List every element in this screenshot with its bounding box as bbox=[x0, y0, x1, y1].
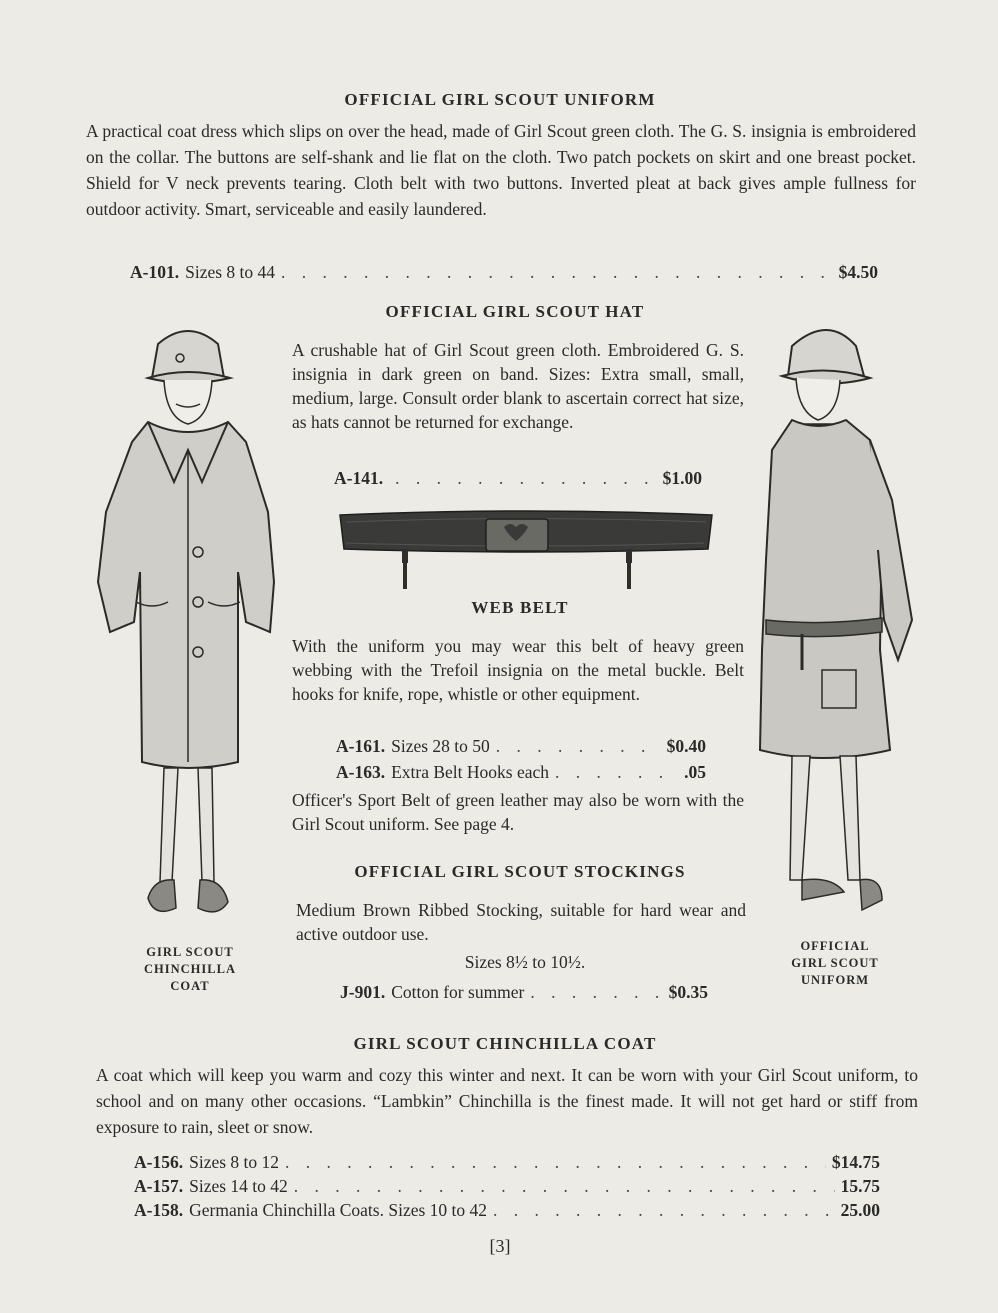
item-desc: Extra Belt Hooks each bbox=[391, 762, 550, 782]
leader-dots bbox=[555, 760, 678, 784]
coat-item-a156 bbox=[134, 1150, 880, 1174]
uniform-description: A practical coat dress which slips on over the head, made of Girl Scout green cloth. The G. S. insignia is embroidered on the collar. The buttons are self-shank and lie flat on the cloth. Two patch pockets on skirt and one breast pocket. Shield for V neck prevents tearing. Cloth belt with two buttons. Inverted pleat at back gives ample fullness for outdoor activity. Smart, serviceable and easily laundered. bbox=[86, 121, 916, 219]
leader-dots bbox=[530, 980, 662, 1004]
coat-heading: GIRL SCOUT CHINCHILLA COAT bbox=[353, 1034, 657, 1053]
caption-line: UNIFORM bbox=[800, 973, 870, 987]
item-code: A-157. bbox=[134, 1176, 184, 1196]
stockings-description: Medium Brown Ribbed Stocking, suitable for hard wear and active outdoor use. bbox=[296, 900, 746, 944]
caption-line: CHINCHILLA bbox=[144, 962, 236, 976]
item-price: $4.50 bbox=[838, 262, 878, 282]
leader-dots bbox=[281, 260, 833, 284]
coat-item-a158 bbox=[134, 1198, 880, 1222]
stockings-item-j901 bbox=[340, 980, 708, 1004]
belt-description: With the uniform you may wear this belt of heavy green webbing with the Trefoil insignia on the metal buckle. Belt hooks for knife, rope, whistle or other equipment. bbox=[292, 636, 744, 704]
item-code: A-158. bbox=[134, 1200, 184, 1220]
item-code: A-141. bbox=[334, 468, 384, 488]
hat-description: A crushable hat of Girl Scout green cloth. Embroidered G. S. insignia in dark green on band. Sizes: Extra small, small, medium, large. Consult order blank to ascertain correct hat size, as hats cannot be returned for exchange. bbox=[292, 340, 744, 432]
item-price: .05 bbox=[684, 762, 706, 782]
stockings-sizes: Sizes 8½ to 10½. bbox=[464, 952, 586, 972]
leader-dots bbox=[395, 466, 657, 490]
leader-dots bbox=[294, 1174, 835, 1198]
item-desc: Sizes 28 to 50 bbox=[391, 736, 490, 756]
item-desc: Sizes 8 to 12 bbox=[189, 1152, 280, 1172]
hat-item-a141 bbox=[334, 466, 702, 490]
chinchilla-coat-illustration bbox=[88, 322, 288, 934]
item-price: 25.00 bbox=[840, 1200, 880, 1220]
belt-heading: WEB BELT bbox=[471, 598, 569, 617]
leader-dots bbox=[493, 1198, 835, 1222]
leader-dots bbox=[496, 734, 661, 758]
caption-line: GIRL SCOUT bbox=[791, 956, 879, 970]
uniform-heading: OFFICIAL GIRL SCOUT UNIFORM bbox=[344, 90, 656, 109]
item-price: $14.75 bbox=[831, 1152, 880, 1172]
uniform-item-a101 bbox=[130, 260, 878, 284]
left-caption bbox=[120, 944, 260, 995]
stockings-heading: OFFICIAL GIRL SCOUT STOCKINGS bbox=[354, 862, 686, 881]
item-code: J-901. bbox=[340, 982, 386, 1002]
item-code: A-156. bbox=[134, 1152, 184, 1172]
page-number: [3] bbox=[489, 1236, 511, 1256]
coat-item-a157 bbox=[134, 1174, 880, 1198]
item-price: $1.00 bbox=[662, 468, 702, 488]
belt-item-a161 bbox=[336, 734, 706, 758]
caption-line: GIRL SCOUT bbox=[146, 945, 234, 959]
item-desc: Cotton for summer bbox=[391, 982, 525, 1002]
item-desc: Sizes 8 to 44 bbox=[185, 262, 276, 282]
belt-item-a163 bbox=[336, 760, 706, 784]
web-belt-illustration bbox=[336, 505, 716, 595]
coat-description: A coat which will keep you warm and cozy this winter and next. It can be worn with your Girl Scout uniform, to school and on many other occasions. “Lambkin” Chinchilla is the finest made. It will not get hard or stiff from exposure to rain, sleet or snow. bbox=[96, 1065, 918, 1137]
item-code: A-163. bbox=[336, 762, 386, 782]
item-code: A-161. bbox=[336, 736, 386, 756]
right-caption bbox=[770, 938, 900, 989]
item-code: A-101. bbox=[130, 262, 180, 282]
uniform-illustration bbox=[752, 320, 922, 932]
item-price: 15.75 bbox=[840, 1176, 880, 1196]
caption-line: COAT bbox=[170, 979, 210, 993]
hat-heading: OFFICIAL GIRL SCOUT HAT bbox=[385, 302, 645, 321]
leader-dots bbox=[285, 1150, 826, 1174]
item-price: $0.40 bbox=[666, 736, 706, 756]
belt-note: Officer's Sport Belt of green leather may also be worn with the Girl Scout uniform. See page 4. bbox=[292, 790, 744, 834]
item-price: $0.35 bbox=[668, 982, 708, 1002]
item-desc: Germania Chinchilla Coats. Sizes 10 to 42 bbox=[189, 1200, 488, 1220]
item-desc: Sizes 14 to 42 bbox=[189, 1176, 288, 1196]
caption-line: OFFICIAL bbox=[800, 939, 870, 953]
